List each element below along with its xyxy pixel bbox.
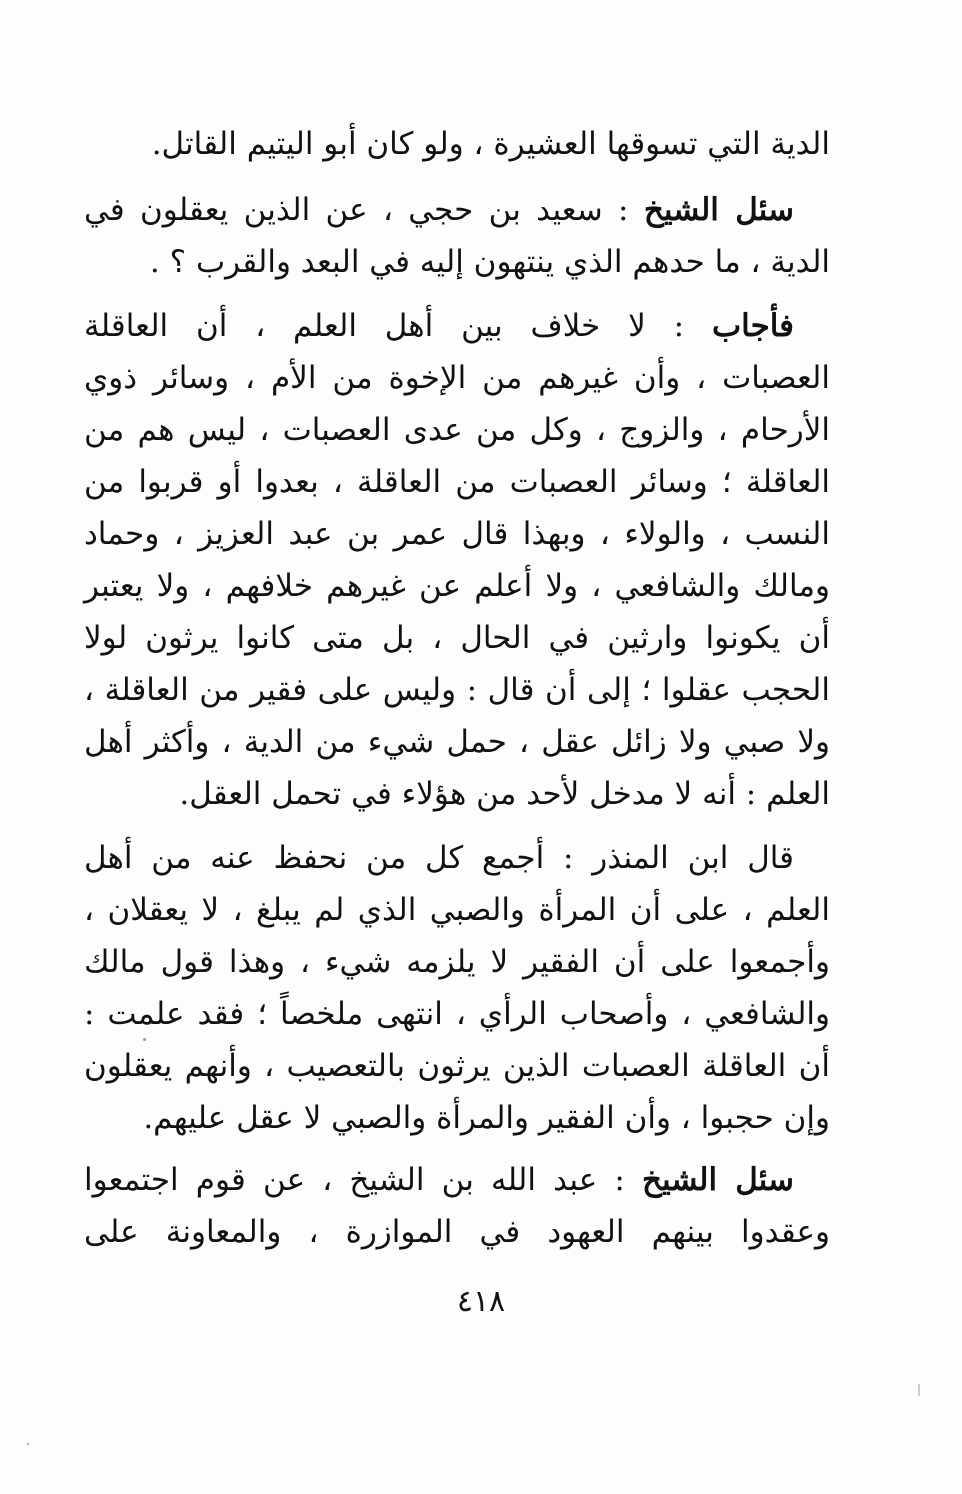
answer-label: فأجاب bbox=[711, 308, 794, 344]
text-line bbox=[84, 1096, 830, 1140]
text-line bbox=[84, 304, 794, 348]
text-line bbox=[84, 564, 830, 608]
text-line bbox=[84, 668, 830, 712]
scan-speck bbox=[918, 1384, 920, 1396]
text-line bbox=[84, 836, 794, 880]
line-text: أن يكونوا وارثين في الحال ، بل متى كانوا يرثون لولا bbox=[84, 620, 830, 656]
line-text: وأجمعوا على أن الفقير لا يلزمه شيء ، وهذا قول مالك bbox=[84, 944, 830, 980]
line-text: العصبات ، وأن غيرهم من الإخوة من الأم ، وسائر ذوي bbox=[84, 360, 830, 396]
speaker-label: سئل الشيخ bbox=[643, 192, 794, 228]
text-line bbox=[84, 772, 830, 816]
line-text: والشافعي ، وأصحاب الرأي ، انتهى ملخصاً ؛ فقد علمت : bbox=[84, 996, 830, 1032]
text-line bbox=[84, 940, 830, 984]
text-line bbox=[84, 188, 794, 232]
text-line bbox=[84, 122, 830, 166]
line-text: الدية التي تسوقها العشيرة ، ولو كان أبو اليتيم القاتل. bbox=[151, 126, 830, 162]
speaker-label: سئل الشيخ bbox=[642, 1162, 794, 1198]
scan-speck bbox=[27, 1443, 29, 1445]
line-text: : عبد الله بن الشيخ ، عن قوم اجتمعوا bbox=[84, 1162, 643, 1198]
text-line bbox=[84, 356, 830, 400]
line-text: ولا صبي ولا زائل عقل ، حمل شيء من الدية ، وأكثر أهل bbox=[84, 724, 830, 760]
text-line bbox=[84, 408, 830, 452]
line-text: قال ابن المنذر : أجمع كل من نحفظ عنه من أهل bbox=[84, 840, 794, 876]
line-text: أن العاقلة العصبات الذين يرثون بالتعصيب ، وأنهم يعقلون bbox=[84, 1048, 830, 1084]
line-text: الأرحام ، والزوج ، وكل من عدى العصبات ، ليس هم من bbox=[84, 412, 830, 448]
line-text: العاقلة ؛ وسائر العصبات من العاقلة ، بعدوا أو قربوا من bbox=[84, 464, 830, 500]
text-line bbox=[84, 240, 830, 284]
line-text: ومالك والشافعي ، ولا أعلم عن غيرهم خلافهم ، ولا يعتبر bbox=[84, 568, 830, 604]
text-line bbox=[84, 1044, 830, 1088]
text-line bbox=[84, 720, 830, 764]
scan-speck bbox=[143, 1038, 146, 1041]
line-text: : سعيد بن حجي ، عن الذين يعقلون في bbox=[84, 192, 644, 228]
line-text: وإن حجبوا ، وأن الفقير والمرأة والصبي لا عقل عليهم. bbox=[143, 1100, 830, 1136]
text-line bbox=[84, 460, 830, 504]
line-text: النسب ، والولاء ، وبهذا قال عمر بن عبد العزيز ، وحماد bbox=[84, 516, 830, 552]
text-line bbox=[84, 1210, 830, 1254]
line-text: الحجب عقلوا ؛ إلى أن قال : وليس على فقير من العاقلة ، bbox=[84, 672, 830, 708]
text-line bbox=[84, 616, 830, 660]
line-text: العلم ، على أن المرأة والصبي الذي لم يبلغ ، لا يعقلان ، bbox=[84, 892, 830, 928]
line-text: : لا خلاف بين أهل العلم ، أن العاقلة bbox=[84, 308, 712, 344]
line-text: الدية ، ما حدهم الذي ينتهون إليه في البعد والقرب ؟ . bbox=[149, 244, 830, 280]
text-line bbox=[84, 512, 830, 556]
line-text: العلم : أنه لا مدخل لأحد من هؤلاء في تحمل العقل. bbox=[179, 776, 830, 812]
text-line bbox=[84, 1158, 794, 1202]
line-text: وعقدوا بينهم العهود في الموازرة ، والمعاونة على bbox=[84, 1214, 830, 1250]
text-line bbox=[84, 888, 830, 932]
text-line bbox=[84, 992, 830, 1036]
page-number: ٤١٨ bbox=[456, 1284, 506, 1319]
